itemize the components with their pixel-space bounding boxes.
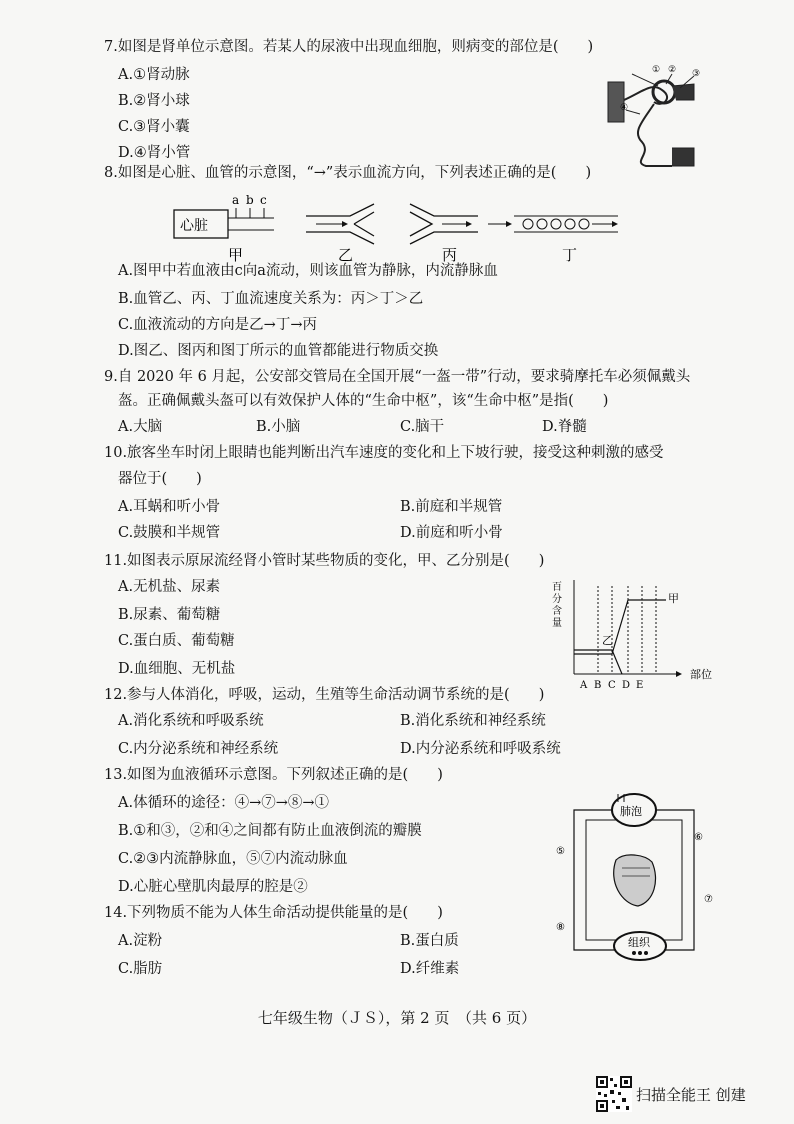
nephron-label-1: ①: [652, 65, 661, 75]
chart-ylabel-4: 量: [552, 618, 562, 629]
q8-stem: 8.如图是心脏、血管的示意图，“→”表示血流方向，下列表述正确的是( ): [104, 165, 592, 181]
q14-option-a: A.淀粉: [118, 933, 163, 949]
q12-option-a: A.消化系统和呼吸系统: [118, 713, 264, 729]
q12-option-b: B.消化系统和神经系统: [400, 713, 546, 729]
page-footer: 七年级生物（ＪＳ），第 2 页 （共 6 页）: [257, 1009, 537, 1027]
label-bing: 丙: [442, 246, 458, 264]
q12-option-d: D.内分泌系统和呼吸系统: [400, 741, 561, 757]
q11-option-b: B.尿素、葡萄糖: [118, 607, 221, 623]
q10-option-d: D.前庭和听小骨: [400, 525, 503, 541]
heart-shape: [614, 855, 656, 906]
chart-tick-a: A: [580, 680, 588, 691]
q7-option-d: D.④肾小管: [118, 145, 191, 161]
q14-option-d: D.纤维素: [400, 961, 460, 977]
q8-option-a: A.图甲中若血液由c向a流动，则该血管为静脉，内流静脉血: [118, 263, 498, 279]
chart-tick-d: D: [622, 680, 631, 691]
num-6: ⑥: [694, 832, 703, 843]
num-7: ⑦: [704, 894, 713, 905]
q13-option-c: C.②③内流静脉血，⑤⑦内流动脉血: [118, 851, 348, 867]
q12-stem: 12.参与人体消化，呼吸，运动，生殖等生命活动调节系统的是( ): [104, 687, 545, 703]
q11-option-a: A.无机盐、尿素: [118, 579, 221, 595]
q10-stem-line1: 10.旅客坐车时闭上眼睛也能判断出汽车速度的变化和上下坡行驶，接受这种刺激的感受: [104, 445, 664, 461]
label-jia: 甲: [228, 246, 244, 264]
q9-option-c: C.脑干: [400, 419, 445, 435]
chart-label-jia: 甲: [668, 592, 679, 605]
tubule-chart: [548, 578, 728, 690]
nephron-figure: [602, 62, 702, 174]
q8-option-b: B.血管乙、丙、丁血流速度关系为：丙＞丁＞乙: [118, 291, 424, 307]
q10-option-b: B.前庭和半规管: [400, 499, 503, 515]
q7-stem: 7.如图是肾单位示意图。若某人的尿液中出现血细胞，则病变的部位是( ): [104, 39, 594, 55]
q13-option-d: D.心脏心壁肌肉最厚的腔是②: [118, 879, 308, 895]
chart-label-yi: 乙: [602, 634, 613, 647]
nephron-label-4: ④: [620, 103, 629, 113]
chart-tick-b: B: [594, 680, 602, 691]
q10-option-c: C.鼓膜和半规管: [118, 525, 221, 541]
q13-option-a: A.体循环的途径：④→⑦→⑧→①: [118, 795, 330, 811]
nephron-label-3: ③: [692, 69, 701, 79]
q10-option-a: A.耳蜗和听小骨: [118, 499, 221, 515]
label-ding: 丁: [562, 246, 578, 264]
q14-stem: 14.下列物质不能为人体生命活动提供能量的是( ): [104, 905, 443, 921]
label-b: b: [246, 193, 254, 207]
q13-option-b: B.①和③，②和④之间都有防止血液倒流的瓣膜: [118, 823, 422, 839]
q7-option-a: A.①肾动脉: [118, 67, 190, 83]
label-a: a: [232, 193, 240, 207]
q11-stem: 11.如图表示原尿流经肾小管时某些物质的变化，甲、乙分别是( ): [104, 553, 545, 569]
vessel-figure: [170, 188, 730, 268]
chart-xlabel: 部位: [690, 668, 712, 681]
q9-option-b: B.小脑: [256, 419, 301, 435]
chart-tick-e: E: [636, 680, 644, 691]
q10-stem-line2: 器位于( ): [118, 471, 202, 487]
line-jia: [574, 600, 666, 654]
scanner-watermark: 扫描全能王 创建: [636, 1086, 746, 1104]
q9-stem-line2: 盔。正确佩戴头盔可以有效保护人体的“生命中枢”，该“生命中枢”是指( ): [118, 393, 609, 409]
chart-ylabel-3: 含: [552, 606, 562, 617]
q14-option-b: B.蛋白质: [400, 933, 459, 949]
chart-ylabel-2: 分: [552, 594, 562, 605]
q11-option-c: C.蛋白质、葡萄糖: [118, 633, 235, 649]
tissue-label: 组织: [628, 936, 650, 949]
q7-option-c: C.③肾小囊: [118, 119, 190, 135]
chart-tick-c: C: [608, 680, 616, 691]
q9-option-d: D.脊髓: [542, 419, 587, 435]
nephron-label-2: ②: [668, 65, 677, 75]
q9-stem-line1: 9.自 2020 年 6 月起，公安部交管局在全国开展“一盔一带”行动，要求骑摩托车必须佩戴头: [104, 369, 691, 385]
q13-stem: 13.如图为血液循环示意图。下列叙述正确的是( ): [104, 767, 443, 783]
chart-ylabel-1: 百: [552, 582, 562, 593]
circulation-figure: [556, 790, 716, 968]
heart-label: 心脏: [180, 218, 208, 234]
label-yi: 乙: [338, 246, 354, 264]
q12-option-c: C.内分泌系统和神经系统: [118, 741, 279, 757]
num-8: ⑧: [556, 922, 565, 933]
q8-option-d: D.图乙、图丙和图丁所示的血管都能进行物质交换: [118, 343, 439, 359]
q11-option-d: D.血细胞、无机盐: [118, 661, 236, 677]
lung-label: 肺泡: [620, 805, 642, 818]
q7-option-b: B.②肾小球: [118, 93, 190, 109]
q8-option-c: C.血液流动的方向是乙→丁→丙: [118, 317, 317, 333]
qr-code: [596, 1076, 632, 1112]
q14-option-c: C.脂肪: [118, 961, 163, 977]
q9-option-a: A.大脑: [118, 419, 163, 435]
label-c: c: [260, 193, 267, 207]
num-5: ⑤: [556, 846, 565, 857]
